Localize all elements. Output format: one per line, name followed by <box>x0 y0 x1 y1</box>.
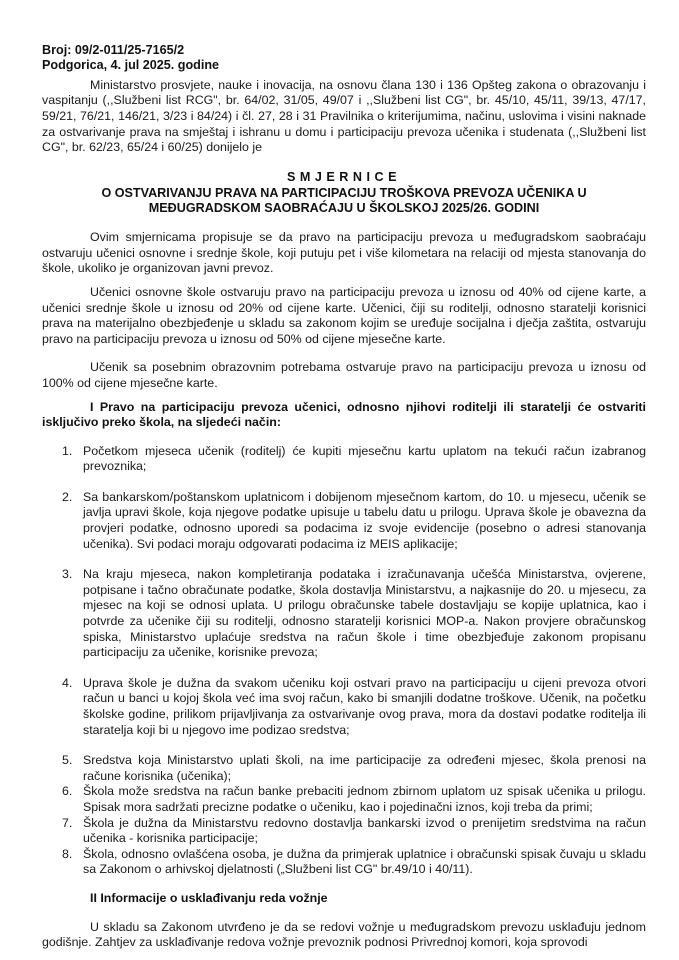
list-item: 2. Sa bankarskom/poštanskom uplatnicom i dobijenom mjesečnom kartom, do 10. u mjesecu, učenik se javlja upravi škole, koja njegove podatke upisuje u tabelu datu u prilogu. Uprava škole je obavezna da provjeri podatke, odnosno uporedi sa podacima iz svoje evidencije (posebno o adresi stanovanja učenika). Svi podaci moraju odgovarati podacima iz MEIS aplikacije; <box>62 489 646 551</box>
list-item: 5. Sredstva koja Ministarstvo uplati školi, na ime participacije za određeni mjesec, škola prenosi na račune korisnika (učenika); <box>62 753 646 783</box>
document-number: Broj: 09/2-011/25-7165/2 <box>42 43 185 57</box>
list-item: 3. Na kraju mjeseca, nakon kompletiranja podataka i izračunavanja učešća Ministarstva, ovjerene, potpisane i tačno obračunate podatke, škola dostavlja Ministarstvu, a najkasnije do 20. u mjesecu, za mjesec na koji se odnosi uplata. U prilogu obračunske tabele dostavljaju se kopije uplatnica, kao i potvrde za učenike čiji su roditelji, odnosno staratelji korisnici MOP-a. Nakon provjere obračunskog spiska, Ministarstvo uplaćuje sredstva na račun škole i time obezbjeđuje zakonom propisanu participaciju za učenike, korisnike prevoza; <box>62 567 646 660</box>
title-line-3: MEĐUGRADSKOM SAOBRAĆAJU U ŠKOLSKOJ 2025/26. GODINI <box>148 201 540 216</box>
title-line-2: O OSTVARIVANJU PRAVA NA PARTICIPACIJU TROŠKOVA PREVOZA UČENIKA U <box>101 185 587 200</box>
section-1-heading: I Pravo na participaciju prevoza učenici, odnosno njihovi roditelji ili staratelji će ostvariti isključivo preko škola, na sljedeći način: <box>42 399 646 430</box>
list-item: 1. Početkom mjeseca učenik (roditelj) će kupiti mjesečnu kartu uplatom na tekući račun izabranog prevoznika; <box>62 443 646 474</box>
section-2-heading: II Informacije o usklađivanju reda vožnje <box>90 890 328 905</box>
list-item: 8. Škola, odnosno ovlašćena osoba, je dužna da primjerak uplatnice i obračunski spisak čuvaju u skladu sa Zakonom o arhivskoj djelatnosti („Službeni list CG" br.49/10 i 40/11). <box>62 846 646 877</box>
list-item: 6. Škola može sredstva na račun banke prebaciti jednom zbirnom uplatom uz spisak učenika u prilogu. Spisak mora sadržati precizne podatke o učeniku, kao i pojedinačni iznos, koji treba da primi; <box>62 784 646 814</box>
list-item: 4. Uprava škole je dužna da svakom učeniku koji ostvari pravo na participaciju u cijeni prevoza otvori račun u banci u kojoj škola već ima svoj račun, kako bi smanjili dodatne troškove. Učenik, na početku školske godine, prilikom prijavljivanja za ostvarivanje ovog prava, mora da dostavi podatke roditelja ili staratelja koji bi u njegovo ime podizao sredstva; <box>62 675 646 737</box>
document-title <box>42 170 646 217</box>
list-item: 7. Škola je dužna da Ministarstvu redovno dostavlja bankarski izvod o prenijetim sredstvima na račun učenika - korisnika participacije; <box>62 815 646 846</box>
section-2-paragraph: U skladu sa Zakonom utvrđeno je da se redovi vožnje u međugradskom prevozu usklađuju jednom godišnje. Zahtjev za usklađivanje redova vožnje prevoznik podnosi Privrednoj komori, koja sprovodi <box>42 919 646 950</box>
title-line-1: SMJERNICE <box>287 169 401 184</box>
section-1-list <box>42 444 646 878</box>
paragraph-1: Ovim smjernicama propisuje se da pravo na participaciju prevoza u međugradskom saobraćaju ostvaruju učenici osnovne i srednje škole, koji putuju pet i više kilometara na relaciji od mjesta stanovanja do škole, ukoliko je organizovan javni prevoz. <box>42 230 646 276</box>
place-date: Podgorica, 4. jul 2025. godine <box>42 58 220 73</box>
paragraph-2: Učenici osnovne škole ostvaruju pravo na participaciju prevoza u iznosu od 40% od cijene karte, a učenici srednje škole u iznosu od 20% od cijene karte. Učenici, čiji su roditelji, odnosno staratelji korisnici prava na materijalno obezbjeđenje u skladu sa zakonom kojim se uređuje socijalna i dječja zaštita, ostvaruju pravo na participaciju prevoza u iznosu od 50% od cijene mjesečne karte. <box>42 284 646 346</box>
intro-paragraph: Ministarstvo prosvjete, nauke i inovacija, na osnovu člana 130 i 136 Opšteg zakona o obrazovanju i vaspitanju (,,Službeni list RCG", br. 64/02, 31/05, 49/07 i ,,Službeni list CG", br. 45/10, 45/11, 39/13, 47/17, 59/21, 76/21, 146/21, 3/23 i 84/24) i čl. 27, 28 i 31 Pravilnika o kriterijumima, načinu, uslovima i visini naknade za ostvarivanje prava na smještaj i ishranu u domu i participaciju prevoza učenika i studenata (,,Službeni list CG", br. 62/23, 65/24 i 60/25) donijelo je <box>42 77 646 155</box>
paragraph-3: Učenik sa posebnim obrazovnim potrebama ostvaruje pravo na participaciju prevoza u iznosu od 100% od cijene mjesečne karte. <box>42 360 646 390</box>
document-page <box>42 43 646 951</box>
